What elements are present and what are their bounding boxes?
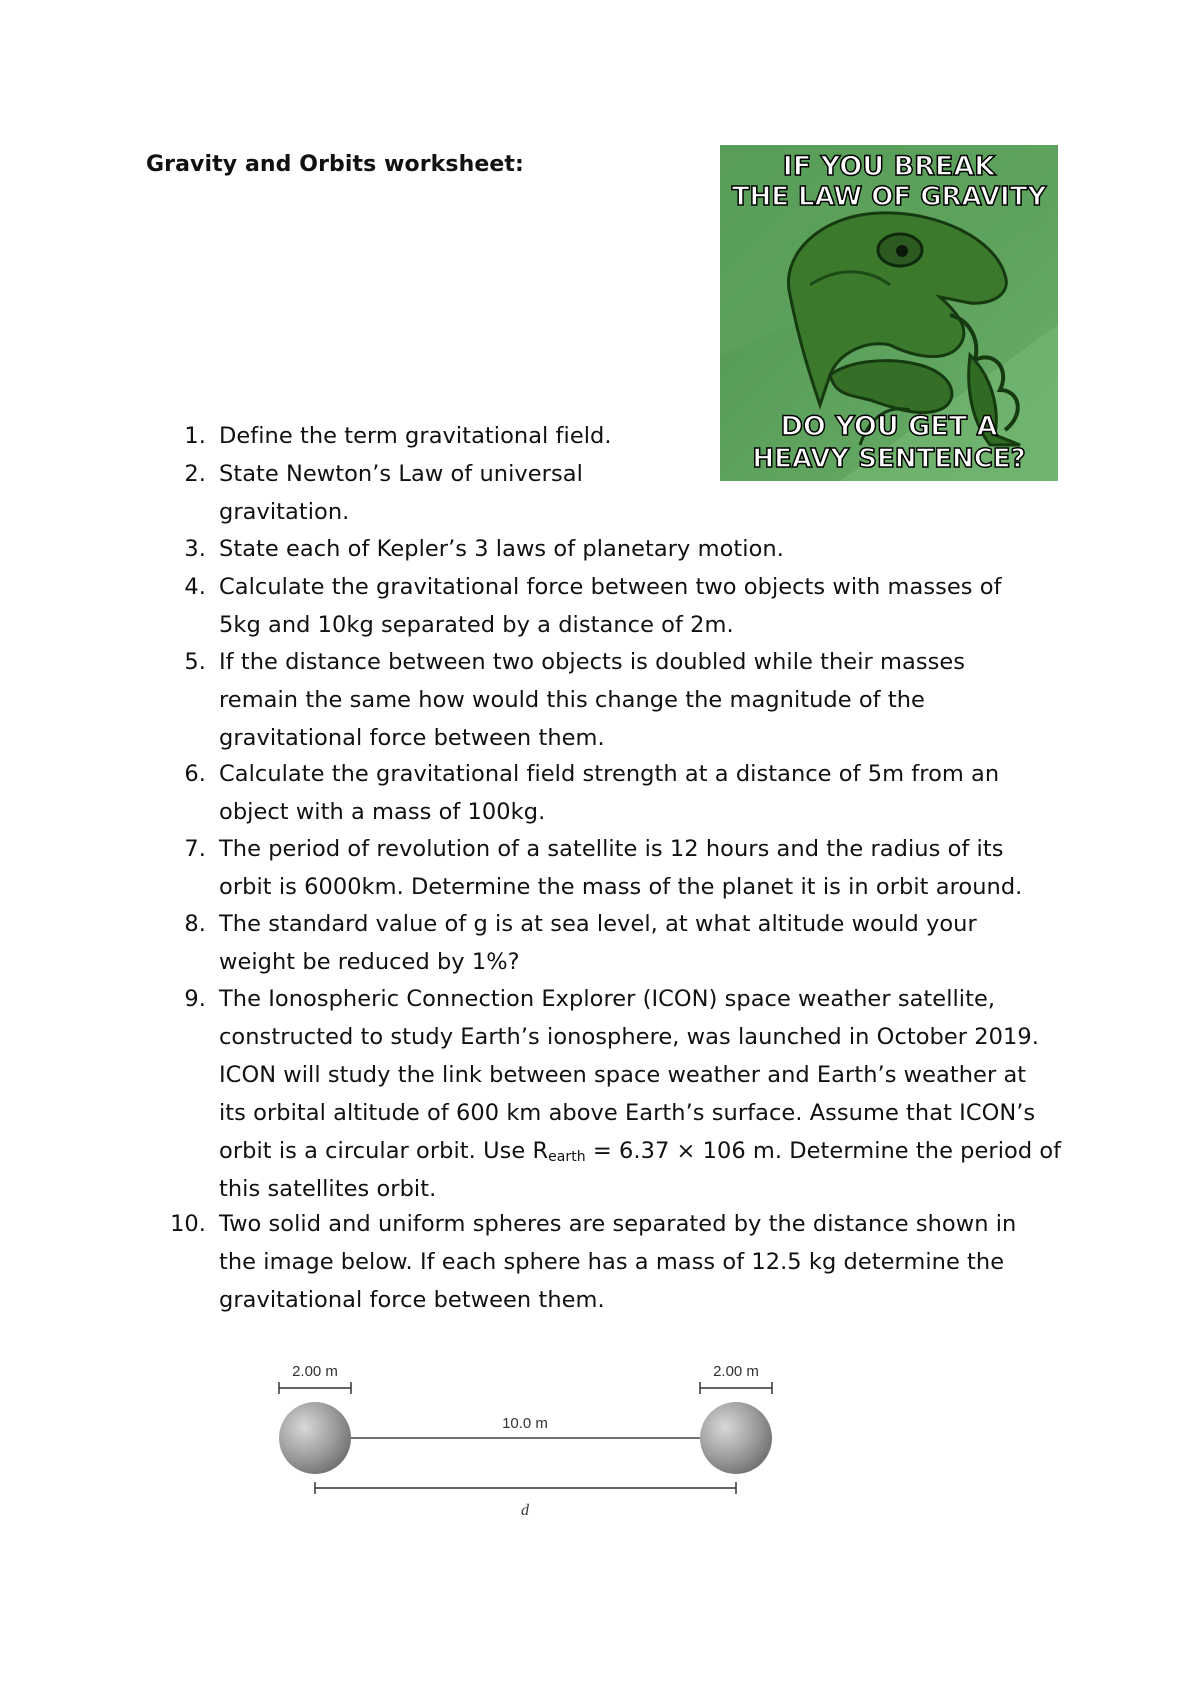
distance-label: d xyxy=(521,1502,529,1519)
separation-label: 10.0 m xyxy=(502,1415,548,1432)
left-diameter-label: 2.00 m xyxy=(292,1363,338,1380)
question-text: Two solid and uniform spheres are separated by the distance shown in xyxy=(219,1211,1017,1237)
question-text-part: orbit is a circular orbit. Use R xyxy=(219,1138,549,1164)
meme-top-line1: IF YOU BREAK xyxy=(782,151,996,182)
question-text: The standard value of g is at sea level, at what altitude would your xyxy=(219,911,977,937)
question-text: Calculate the gravitational force between two objects with masses of xyxy=(219,574,1002,600)
question-text: State Newton’s Law of universal xyxy=(219,461,583,487)
worksheet-title: Gravity and Orbits worksheet: xyxy=(146,152,524,177)
question-text: 5kg and 10kg separated by a distance of 2m. xyxy=(219,612,734,638)
spheres-diagram xyxy=(270,1360,790,1540)
question-text: ICON will study the link between space weather and Earth’s weather at xyxy=(219,1062,1027,1088)
question-text: gravitational force between them. xyxy=(219,1287,605,1313)
right-diameter-label: 2.00 m xyxy=(713,1363,759,1380)
question-number: 6. xyxy=(184,761,206,787)
subscript-earth: earth xyxy=(548,1149,586,1165)
question-text: object with a mass of 100kg. xyxy=(219,799,546,825)
question-number: 10. xyxy=(170,1211,206,1237)
question-number: 5. xyxy=(184,649,206,675)
question-number: 8. xyxy=(184,911,206,937)
question-text: its orbital altitude of 600 km above Earth’s surface. Assume that ICON’s xyxy=(219,1100,1036,1126)
meme-top-line2: THE LAW OF GRAVITY xyxy=(731,182,1047,212)
question-text: If the distance between two objects is doubled while their masses xyxy=(219,649,966,675)
question-text: Calculate the gravitational field strength at a distance of 5m from an xyxy=(219,761,1000,787)
question-text: The period of revolution of a satellite is 12 hours and the radius of its xyxy=(219,836,1004,862)
question-number: 4. xyxy=(184,574,206,600)
question-text: remain the same how would this change the magnitude of the xyxy=(219,687,925,713)
question-text: The Ionospheric Connection Explorer (ICON) space weather satellite, xyxy=(219,986,996,1012)
question-text: constructed to study Earth’s ionosphere, was launched in October 2019. xyxy=(219,1024,1039,1050)
question-number: 2. xyxy=(184,461,206,487)
question-number: 3. xyxy=(184,536,206,562)
question-text: State each of Kepler’s 3 laws of planetary motion. xyxy=(219,536,784,562)
question-text: gravitational force between them. xyxy=(219,725,605,751)
question-text: weight be reduced by 1%? xyxy=(219,949,520,975)
right-sphere xyxy=(700,1402,772,1474)
left-sphere xyxy=(279,1402,351,1474)
meme-bottom-line2: HEAVY SENTENCE? xyxy=(752,444,1026,474)
meme-bottom-line1: DO YOU GET A xyxy=(780,411,998,442)
question-text: Define the term gravitational field. xyxy=(219,423,612,449)
question-number: 7. xyxy=(184,836,206,862)
question-number: 9. xyxy=(184,986,206,1012)
question-text-part: = 6.37 × 106 m. Determine the period of xyxy=(585,1138,1062,1164)
question-number: 1. xyxy=(184,423,206,449)
question-text: this satellites orbit. xyxy=(219,1176,437,1202)
question-text: gravitation. xyxy=(219,499,350,525)
question-text: the image below. If each sphere has a mass of 12.5 kg determine the xyxy=(219,1249,1005,1275)
question-text: orbit is 6000km. Determine the mass of the planet it is in orbit around. xyxy=(219,874,1023,900)
